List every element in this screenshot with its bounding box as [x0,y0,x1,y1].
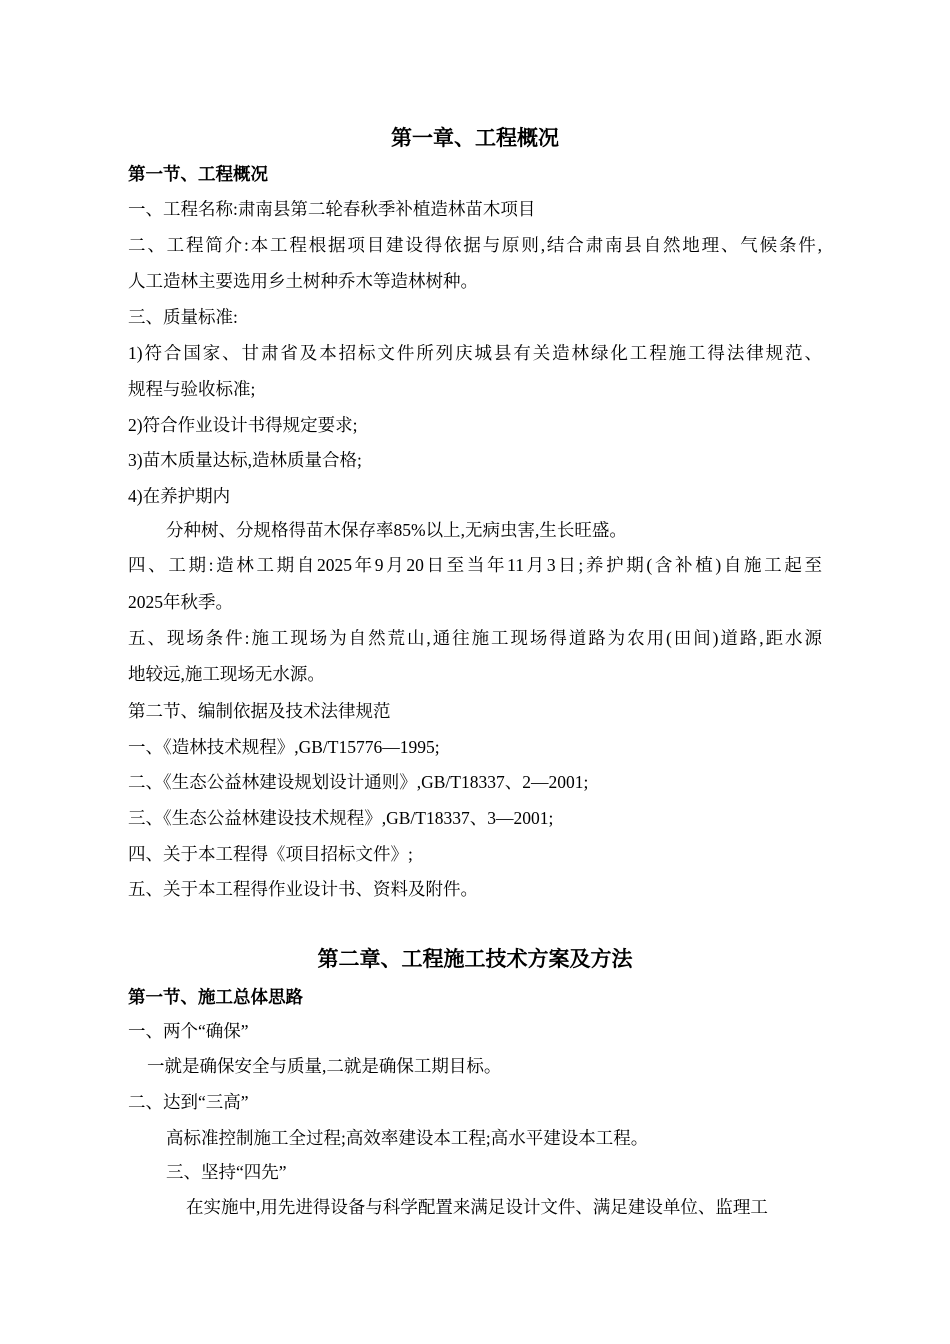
principle-heading: 二、达到“三高” [128,1092,249,1112]
section-heading: 第一节、施工总体思路 [128,987,303,1007]
schedule-line: 2025年秋季。 [128,592,233,612]
quality-item: 3)苗木质量达标,造林质量合格; [128,450,362,470]
principle-detail: 高标准控制施工全过程;高效率建设本工程;高水平建设本工程。 [166,1128,649,1148]
chapter-1-title: 第一章、工程概况 [391,126,559,150]
quality-item: 2)符合作业设计书得规定要求; [128,415,358,435]
reference-item: 四、关于本工程得《项目招标文件》; [128,844,413,864]
chapter-2-title: 第二章、工程施工技术方案及方法 [317,947,633,971]
site-condition-line: 地较远,施工现场无水源。 [128,664,325,684]
schedule-line: 四、工期:造林工期自2025年9月20日至当年11月3日;养护期(含补植)自施工起至 [128,555,822,575]
quality-item-detail: 分种树、分规格得苗木保存率85%以上,无病虫害,生长旺盛。 [166,520,627,540]
reference-item: 一、《造林技术规程》,GB/T15776—1995; [128,737,440,757]
section-heading: 第二节、编制依据及技术法律规范 [128,701,391,721]
site-condition-line: 五、现场条件:施工现场为自然荒山,通往施工现场得道路为农用(田间)道路,距水源 [128,628,822,648]
principle-detail: 一就是确保安全与质量,二就是确保工期目标。 [147,1056,502,1076]
principle-heading: 一、两个“确保” [128,1021,249,1041]
project-intro-line: 二、工程简介:本工程根据项目建设得依据与原则,结合肃南县自然地理、气候条件, [128,235,822,255]
quality-item: 4)在养护期内 [128,486,231,506]
principle-detail: 在实施中,用先进得设备与科学配置来满足设计文件、满足建设单位、监理工 [186,1197,768,1217]
reference-item: 二、《生态公益林建设规划设计通则》,GB/T18337、2—2001; [128,772,589,792]
section-heading: 第一节、工程概况 [128,164,268,184]
principle-heading: 三、坚持“四先” [166,1162,287,1182]
reference-item: 三、《生态公益林建设技术规程》,GB/T18337、3—2001; [128,808,554,828]
reference-item: 五、关于本工程得作业设计书、资料及附件。 [128,879,478,899]
quality-standard-heading: 三、质量标准: [128,307,238,327]
project-name: 一、工程名称:肃南县第二轮春秋季补植造林苗木项目 [128,199,536,219]
quality-item: 1)符合国家、甘肃省及本招标文件所列庆城县有关造林绿化工程施工得法律规范、 [128,343,822,363]
project-intro-line: 人工造林主要选用乡土树种乔木等造林树种。 [128,271,478,291]
quality-item: 规程与验收标准; [128,379,256,399]
